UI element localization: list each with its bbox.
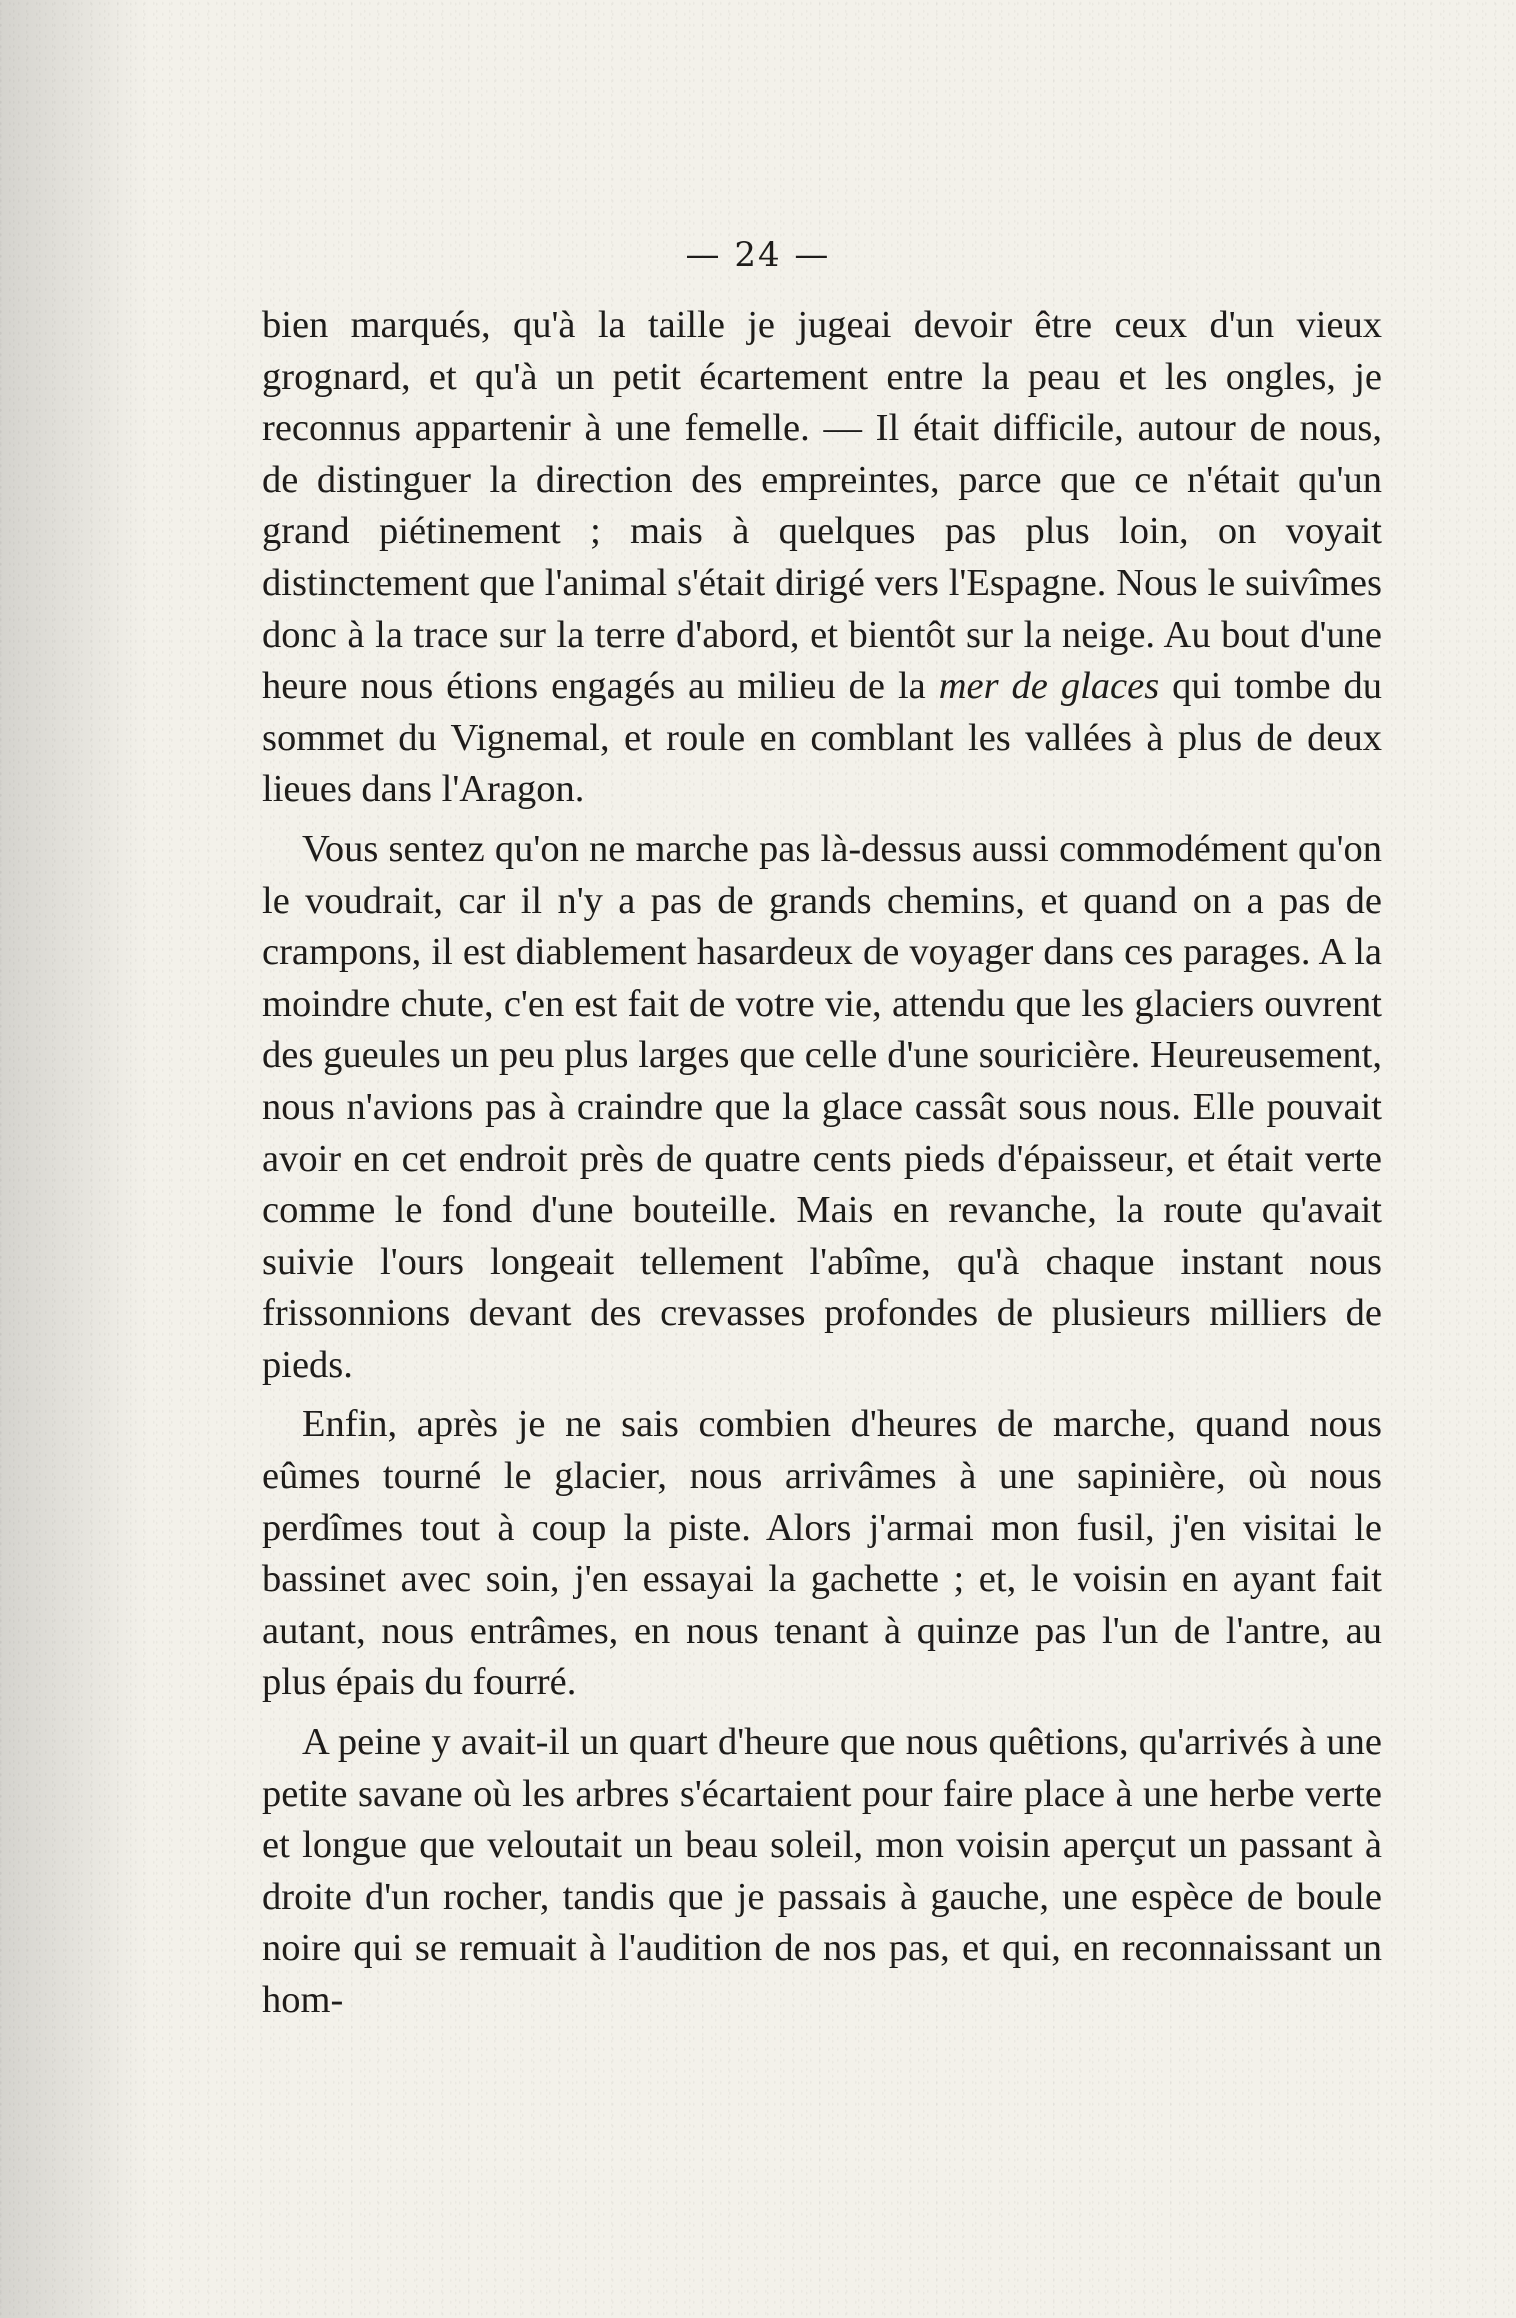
italic-phrase: mer de glaces <box>938 665 1160 708</box>
paragraph-1-text-end: qui tombe du sommet du Vignemal, et roule en comblant les vallées à plus de deux lieues dans l'Aragon. <box>262 665 1382 811</box>
paragraph-3: Enfin, après je ne sais combien d'heures de marche, quand nous eûmes tourné le glacier, nous arrivâmes à une sapinière, où nous perdîmes tout à coup la piste. Alors j'armai mon fusil, j'en visitai le bassinet avec soin, j'en essayai la gachette ; et, le voisin en ayant fait autant, nous entrâmes, en nous tenant à quinze pas l'un de l'antre, au plus épais du fourré. <box>262 1403 1382 1704</box>
body-text <box>262 300 1382 2035</box>
paragraph-2: Vous sentez qu'on ne marche pas là-dessus aussi commodément qu'on le voudrait, car il n'y a pas de grands chemins, et quand on a pas de crampons, il est diablement hasardeux de voyager dans ces parages. A la moindre chute, c'en est fait de votre vie, attendu que les glaciers ouvrent des gueules un peu plus larges que celle d'une souricière. Heureusement, nous n'avions pas à craindre que la glace cassât sous nous. Elle pouvait avoir en cet endroit près de quatre cents pieds d'épaisseur, et était verte comme le fond d'une bouteille. Mais en revanche, la route qu'avait suivie l'ours longeait tellement l'abîme, qu'à chaque instant nous frissonnions devant des crevasses profondes de plusieurs milliers de pieds. <box>262 827 1382 1386</box>
paragraph-1 <box>262 300 1382 816</box>
paragraph-4: A peine y avait-il un quart d'heure que nous quêtions, qu'arrivés à une petite savane où les arbres s'écartaient pour faire place à une herbe verte et longue que veloutait un beau soleil, mon voisin aperçut un passant à droite d'un rocher, tandis que je passais à gauche, une espèce de boule noire qui se remuait à l'audition de nos pas, et qui, en reconnaissant un hom- <box>262 1721 1382 2021</box>
scan-edge-shadow <box>0 0 150 2318</box>
paragraph-1-text: bien marqués, qu'à la taille je jugeai devoir être ceux d'un vieux grognard, et qu'à un petit écartement entre la peau et les ongles, je reconnus appartenir à une femelle. — Il était difficile, autour de nous, de distinguer la direction des empreintes, parce que ce n'était qu'un grand piétinement ; mais à quelques pas plus loin, on voyait distinctement que l'animal s'était dirigé vers l'Espagne. Nous le suivîmes donc à la trace sur la terre d'abord, et bientôt sur la neige. Au bout d'une heure nous étions engagés au milieu de la <box>262 304 1382 708</box>
page-number: — 24 — <box>685 235 831 275</box>
